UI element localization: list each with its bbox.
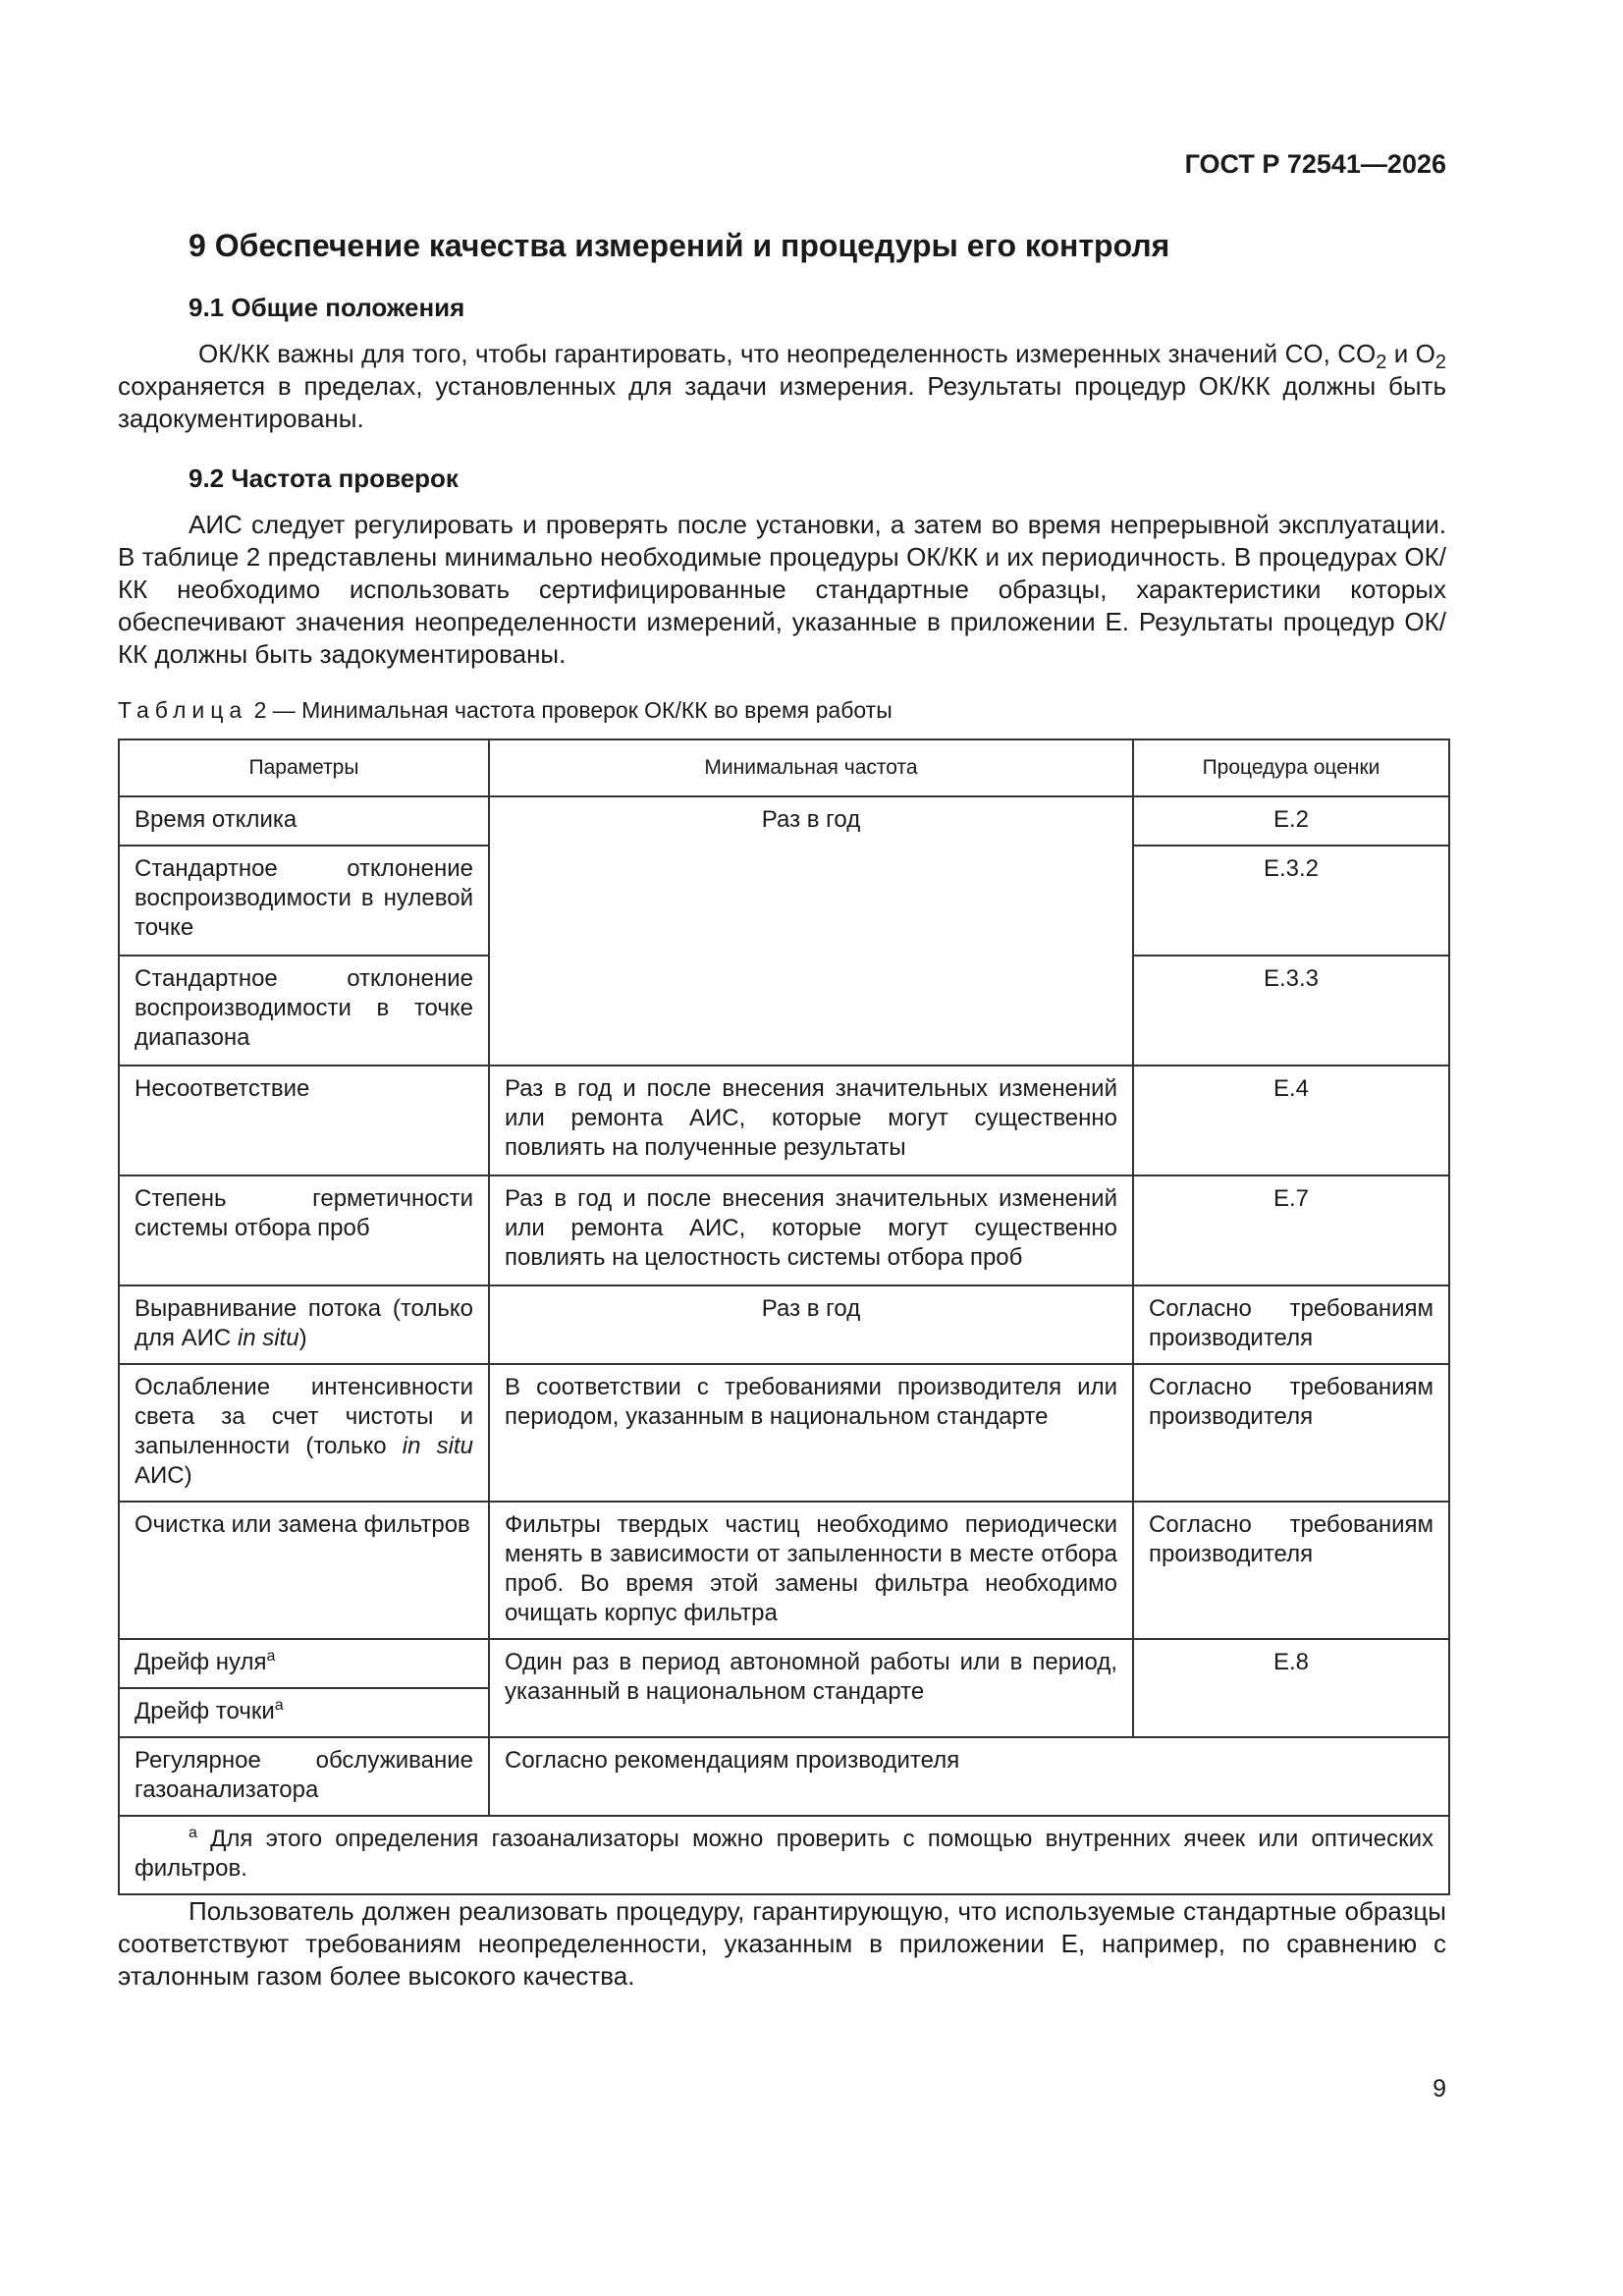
document-code: ГОСТ Р 72541—2026 (1184, 149, 1446, 179)
table-row (119, 796, 1449, 846)
page-number: 9 (1433, 2075, 1446, 2103)
paragraph-9-1: ОК/КК важны для того, чтобы гарантировать, что неопределенность измеренных значений CO, $CO_2$ и $O_2$ сохраняется в пределах, установленных для задачи измерения. Результаты процедур ОК/КК должны быть задокументированы. (118, 339, 1446, 433)
table-cell-procedure: E.3.2 (1133, 846, 1449, 956)
table-cell-param: Дрейф нуля$^a$ (119, 1639, 489, 1688)
table-cell-procedure: Согласно требованиям производителя (1133, 1285, 1449, 1364)
table-row (119, 1737, 1449, 1816)
co-formula: $CO_2$ (1337, 339, 1387, 373)
qc-frequency-table (118, 738, 1450, 1895)
paragraph-9-1-text-a: ОК/КК важны для того, чтобы гарантировать, что неопределенность измеренных значений CO, (198, 339, 1330, 368)
subsection-title-9-1: 9.1 Общие положения (189, 293, 465, 322)
table-cell-procedure: E.7 (1133, 1175, 1449, 1285)
closing-paragraph: Пользователь должен реализовать процедуру, гарантирующую, что используемые стандартные образцы соответствуют требованиям неопределенности, указанным в приложении Е, например, по сравнению с эталонным газом более высокого качества. (118, 1896, 1446, 1991)
table-row (119, 1639, 1449, 1688)
table-cell-param: Дрейф точки$^a$ (119, 1688, 489, 1737)
table-cell-param: Степень герметичности системы отбора проб (119, 1175, 489, 1285)
table-row (119, 1285, 1449, 1364)
table-cell-frequency: Раз в год и после внесения значительных изменений или ремонта АИС, которые могут существенно повлиять на целостность системы отбора проб (489, 1175, 1133, 1285)
table-cell-frequency: Фильтры твердых частиц необходимо периодически менять в зависимости от запыленности в месте отбора проб. Во время этой замены фильтра необходимо очищать корпус фильтра (489, 1502, 1133, 1639)
table-row (119, 1066, 1449, 1175)
table-footnote-row (119, 1816, 1449, 1894)
table-cell-param: Выравнивание потока (только для АИС in situ) (119, 1285, 489, 1364)
table-cell-frequency: Раз в год (489, 796, 1133, 1066)
table-cell-procedure: E.3.3 (1133, 956, 1449, 1066)
table-cell-procedure: Согласно требованиям производителя (1133, 1502, 1449, 1639)
table-footnote: $^a$ Для этого определения газоанализаторы можно проверить с помощью внутренних ячеек или оптических фильтров. (119, 1816, 1449, 1894)
footnote-marker: a (274, 1697, 284, 1714)
table-cell-procedure: Согласно требованиям производителя (1133, 1364, 1449, 1502)
table-cell-param: Стандартное отклонение воспроизводимости в нулевой точке (119, 846, 489, 956)
subsection-title-9-2: 9.2 Частота проверок (189, 464, 459, 493)
table-cell-procedure: E.2 (1133, 796, 1449, 846)
table-cell-frequency: Раз в год и после внесения значительных изменений или ремонта АИС, которые могут существенно повлиять на полученные результаты (489, 1066, 1133, 1175)
table-cell-frequency: Раз в год (489, 1285, 1133, 1364)
table-cell-param: Ослабление интенсивности света за счет чистоты и запыленности (только in situ АИС) (119, 1364, 489, 1502)
table-cell-param: Время отклика (119, 796, 489, 846)
table-cell-procedure: E.4 (1133, 1066, 1449, 1175)
table-cell-frequency: Один раз в период автономной работы или в период, указанный в национальном стандарте (489, 1639, 1133, 1737)
section-title: 9 Обеспечение качества измерений и процедуры его контроля (189, 228, 1170, 263)
table-row (119, 1364, 1449, 1502)
table-header-row (119, 739, 1449, 796)
table-header-cell: Параметры (119, 739, 489, 796)
table-cell-procedure: E.8 (1133, 1639, 1449, 1737)
paragraph-9-1-text-b: сохраняется в пределах, установленных для задачи измерения. Результаты процедур ОК/КК должны быть задокументированы. (118, 371, 1446, 433)
table-caption: Таблица 2 — Минимальная частота проверок ОК/КК во время работы (118, 697, 893, 723)
table-cell-param: Очистка или замена фильтров (119, 1502, 489, 1639)
table-cell-param: Регулярное обслуживание газоанализатора (119, 1737, 489, 1816)
table-row (119, 1175, 1449, 1285)
table-cell-frequency: В соответствии с требованиями производителя или периодом, указанным в национальном стандарте (489, 1364, 1133, 1502)
table-header-cell: Минимальная частота (489, 739, 1133, 796)
table-header-cell: Процедура оценки (1133, 739, 1449, 796)
footnote-marker: a (266, 1648, 276, 1665)
table-cell-frequency: Согласно рекомендациям производителя (489, 1737, 1449, 1816)
table-cell-param: Несоответствие (119, 1066, 489, 1175)
o-formula: $O_2$ (1415, 339, 1446, 373)
table-row (119, 1502, 1449, 1639)
paragraph-9-2: АИС следует регулировать и проверять после установки, а затем во время непрерывной эксплуатации. В таблице 2 представлены минимально необходимые процедуры ОК/КК и их периодичность. В процедурах ОК/КК необходимо использовать сертифицированные стандартные образцы, характеристики которых обеспечивают значения неопределенности измерений, указанные в приложении Е. Результаты процедур ОК/КК должны быть задокументированы. (118, 510, 1446, 669)
table-cell-param: Стандартное отклонение воспроизводимости в точке диапазона (119, 956, 489, 1066)
